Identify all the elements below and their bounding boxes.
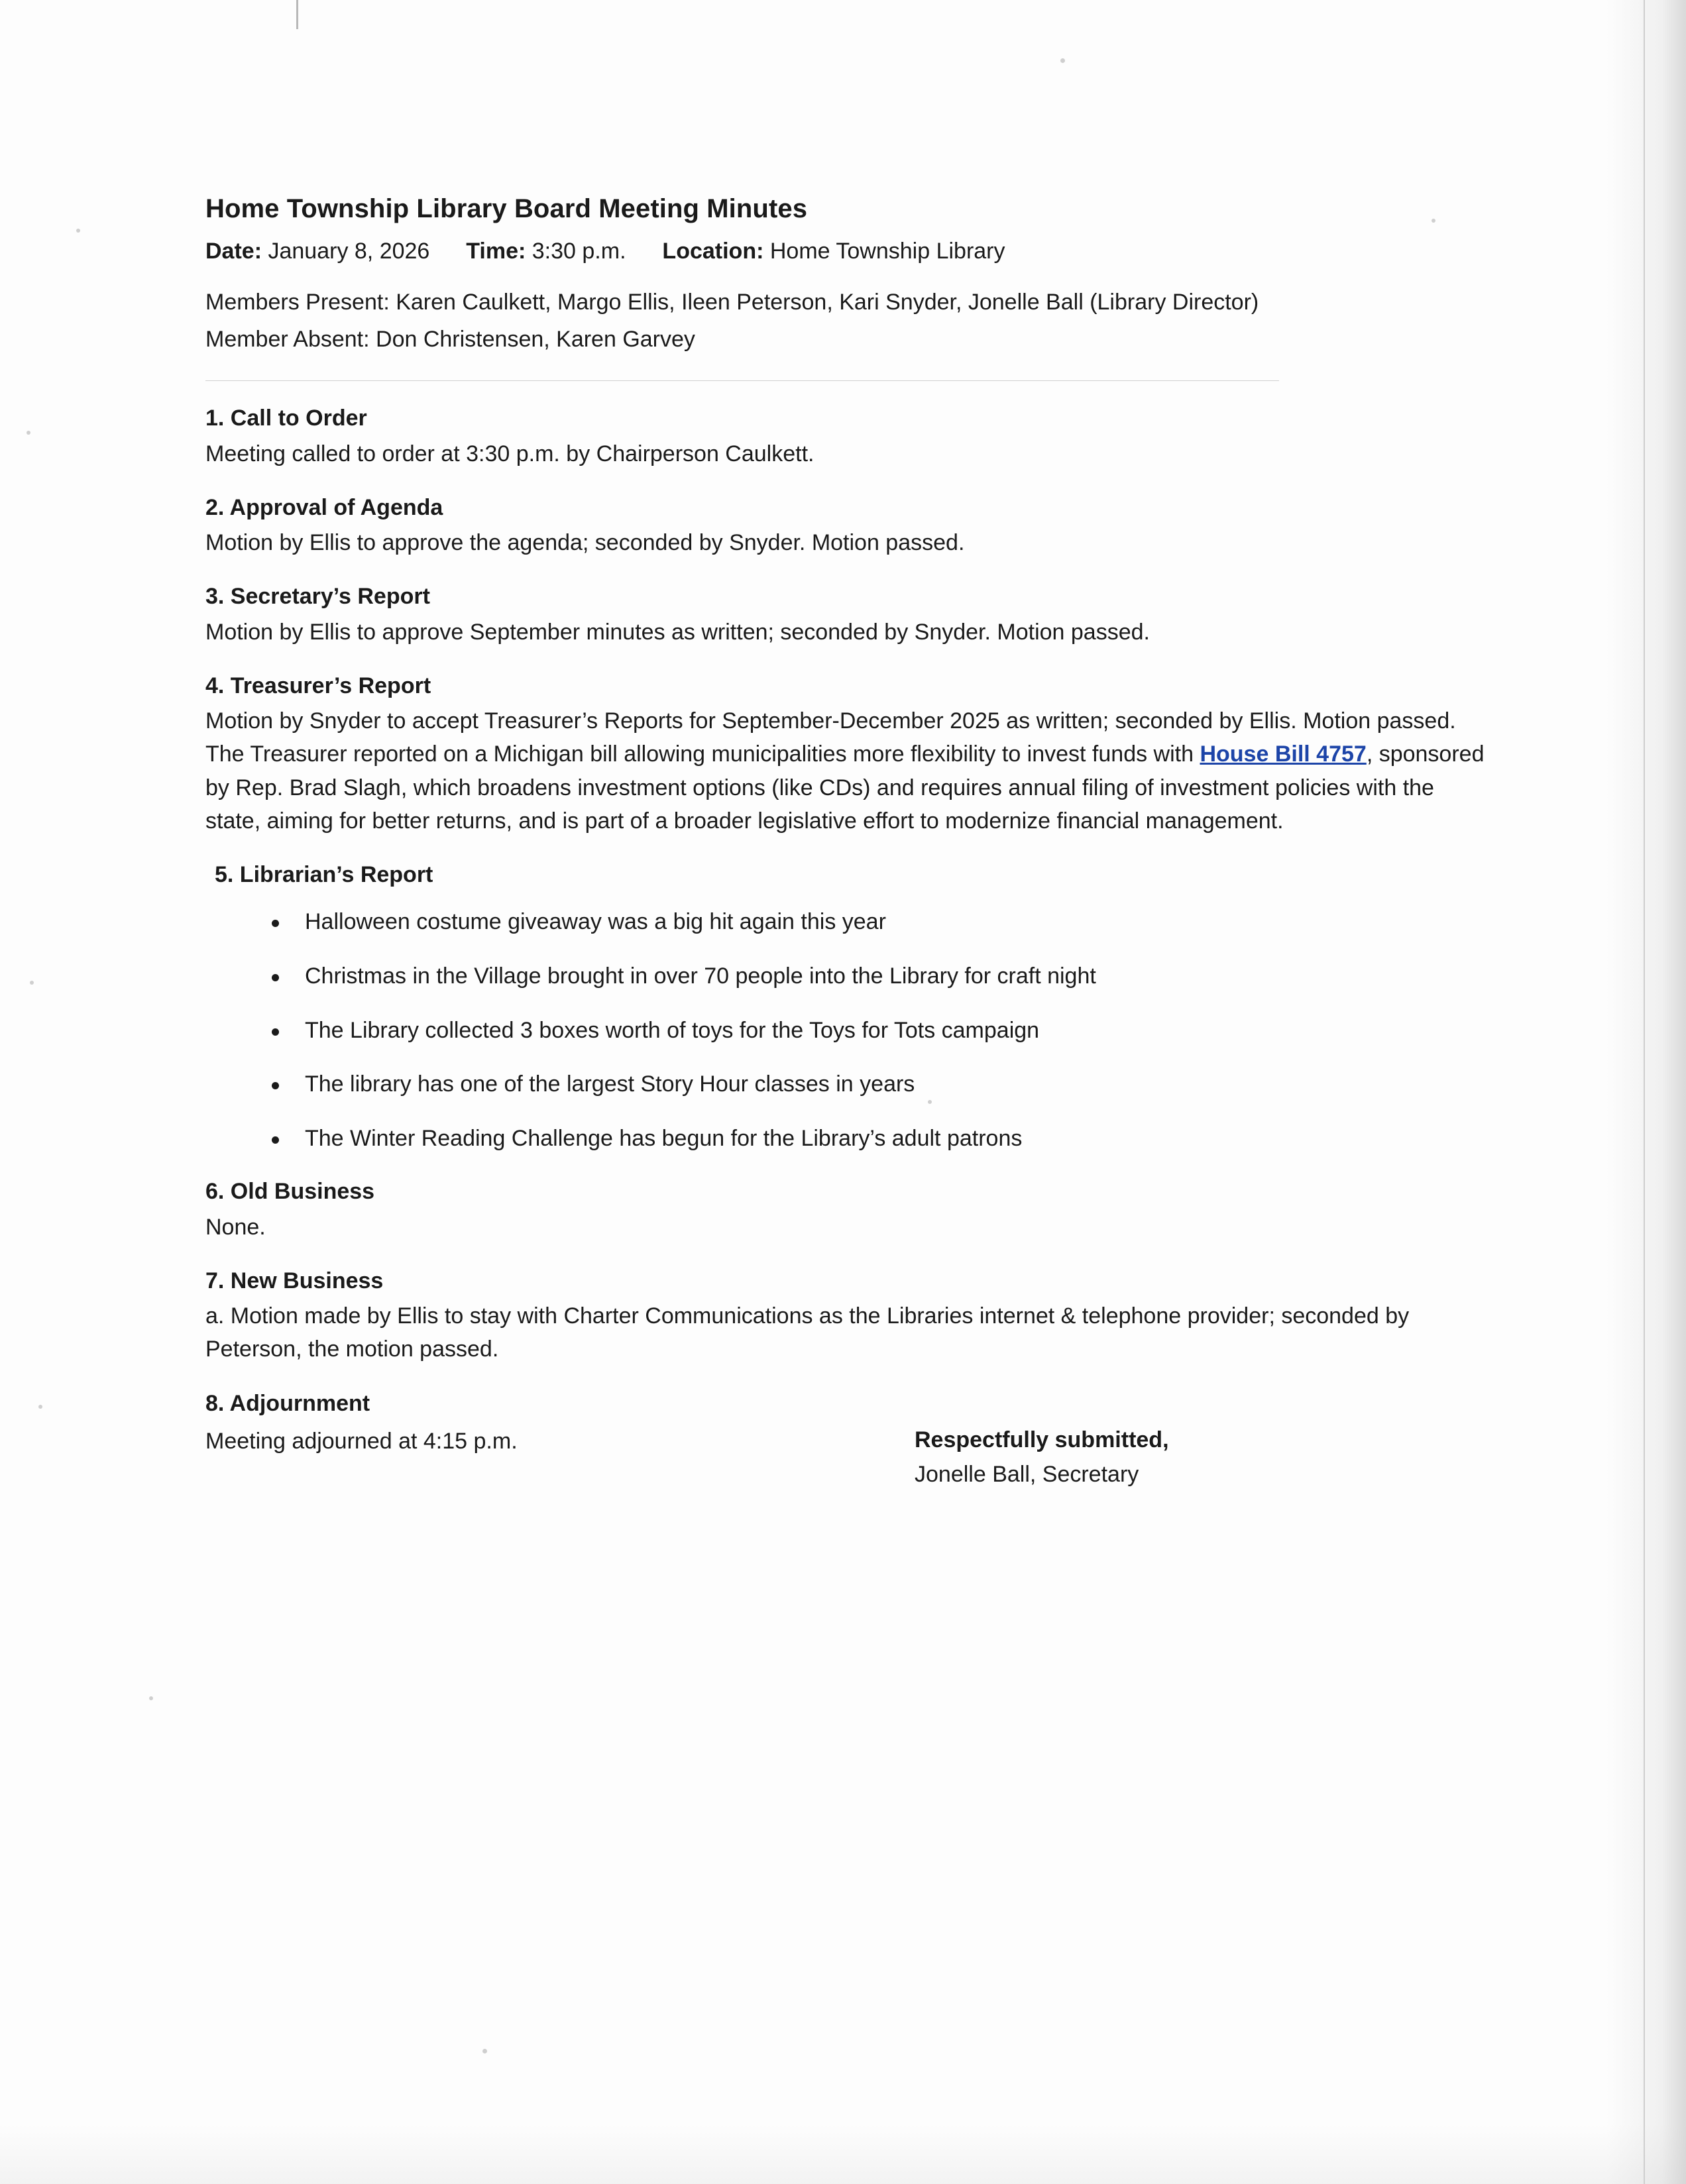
section-secretarys-report <box>205 582 1485 649</box>
treasurer-text-before-link: Motion by Snyder to accept Treasurer’s Reports for September-December 2025 as written; seconded by Ellis. Motion passed. The Treasurer reported on a Michigan bill allowing municipalities more flexibility to invest funds with <box>205 708 1456 767</box>
member-absent-value: Don Christensen, Karen Garvey <box>376 326 695 352</box>
members-present-line <box>205 286 1485 320</box>
section-heading: 7. New Business <box>205 1268 384 1293</box>
scan-speck <box>482 2049 487 2053</box>
section-call-to-order <box>205 404 1485 470</box>
list-item: The Library collected 3 boxes worth of toys for the Toys for Tots campaign <box>205 1015 1485 1047</box>
librarian-report-list <box>205 906 1485 1154</box>
section-body <box>205 704 1485 838</box>
section-treasurers-report <box>205 671 1485 838</box>
section-body: Meeting called to order at 3:30 p.m. by Chairperson Caulkett. <box>205 441 815 466</box>
section-old-business <box>205 1177 1485 1244</box>
section-heading: 2. Approval of Agenda <box>205 494 443 520</box>
location-value: Home Township Library <box>769 239 1005 264</box>
list-item: Halloween costume giveaway was a big hit again this year <box>205 906 1485 938</box>
section-heading: 6. Old Business <box>205 1179 375 1205</box>
section-body: Meeting adjourned at 4:15 p.m. <box>205 1428 518 1454</box>
section-heading: 3. Secretary’s Report <box>205 584 430 610</box>
members-present-value: Karen Caulkett, Margo Ellis, Ileen Peterson, Kari Snyder, Jonelle Ball (Library Director) <box>396 290 1259 315</box>
scan-speck <box>1060 58 1065 63</box>
scan-speck <box>30 981 34 985</box>
section-adjournment <box>205 1389 1485 1504</box>
members-present-label: Members Present: <box>205 290 390 315</box>
location-label: Location: <box>662 239 764 264</box>
header-divider <box>205 380 1279 381</box>
section-heading: 5. Librarian’s Report <box>215 862 433 888</box>
list-item: Christmas in the Village brought in over 70 people into the Library for craft night <box>205 961 1485 993</box>
scan-artifact-top-mark <box>296 0 298 29</box>
time-label: Time: <box>466 239 526 264</box>
section-heading: 4. Treasurer’s Report <box>205 673 431 698</box>
document-body <box>205 192 1485 1527</box>
section-body: a. Motion made by Ellis to stay with Charter Communications as the Libraries internet & telephone provider; seconded by Peterson, the motion passed. <box>205 1303 1410 1362</box>
scan-speck <box>76 229 80 233</box>
scan-speck <box>27 431 30 435</box>
closing-row <box>205 1425 1485 1504</box>
member-absent-line <box>205 323 1485 357</box>
date-value: January 8, 2026 <box>268 239 430 264</box>
section-body: Motion by Ellis to approve the agenda; seconded by Snyder. Motion passed. <box>205 530 965 556</box>
list-item: The Winter Reading Challenge has begun for the Library’s adult patrons <box>205 1123 1485 1155</box>
meeting-meta-line <box>205 235 1485 268</box>
house-bill-link[interactable]: House Bill 4757 <box>1200 741 1367 767</box>
signoff-name: Jonelle Ball, Secretary <box>915 1461 1139 1487</box>
section-new-business <box>205 1266 1485 1366</box>
section-librarians-report <box>205 860 1485 1154</box>
scan-artifact-edge-line <box>1644 0 1645 2184</box>
scan-speck <box>149 1696 153 1700</box>
section-heading: 8. Adjournment <box>205 1390 370 1416</box>
section-body: Motion by Ellis to approve September minutes as written; seconded by Snyder. Motion passed. <box>205 619 1150 645</box>
date-label: Date: <box>205 239 262 264</box>
scan-speck <box>38 1405 42 1409</box>
page-title: Home Township Library Board Meeting Minutes <box>205 194 808 223</box>
section-body: None. <box>205 1214 266 1240</box>
section-heading: 1. Call to Order <box>205 406 367 431</box>
member-absent-label: Member Absent: <box>205 326 370 352</box>
scan-artifact-bottom-shading <box>0 2124 1686 2184</box>
scan-artifact-right-shading <box>1606 0 1686 2184</box>
list-item: The library has one of the largest Story Hour classes in years <box>205 1069 1485 1101</box>
section-approval-of-agenda <box>205 493 1485 560</box>
treasurer-text-after-link: , sponsored by Rep. Brad Slagh, which broadens investment options (like CDs) and requires annual filing of investment policies with the state, aiming for better returns, and is part of a broader legislative effort to modernize financial management. <box>205 741 1485 834</box>
respectfully-submitted-label: Respectfully submitted, <box>915 1427 1169 1452</box>
signoff-block <box>915 1425 1169 1490</box>
attendance-block <box>205 286 1485 356</box>
time-value: 3:30 p.m. <box>532 239 626 264</box>
